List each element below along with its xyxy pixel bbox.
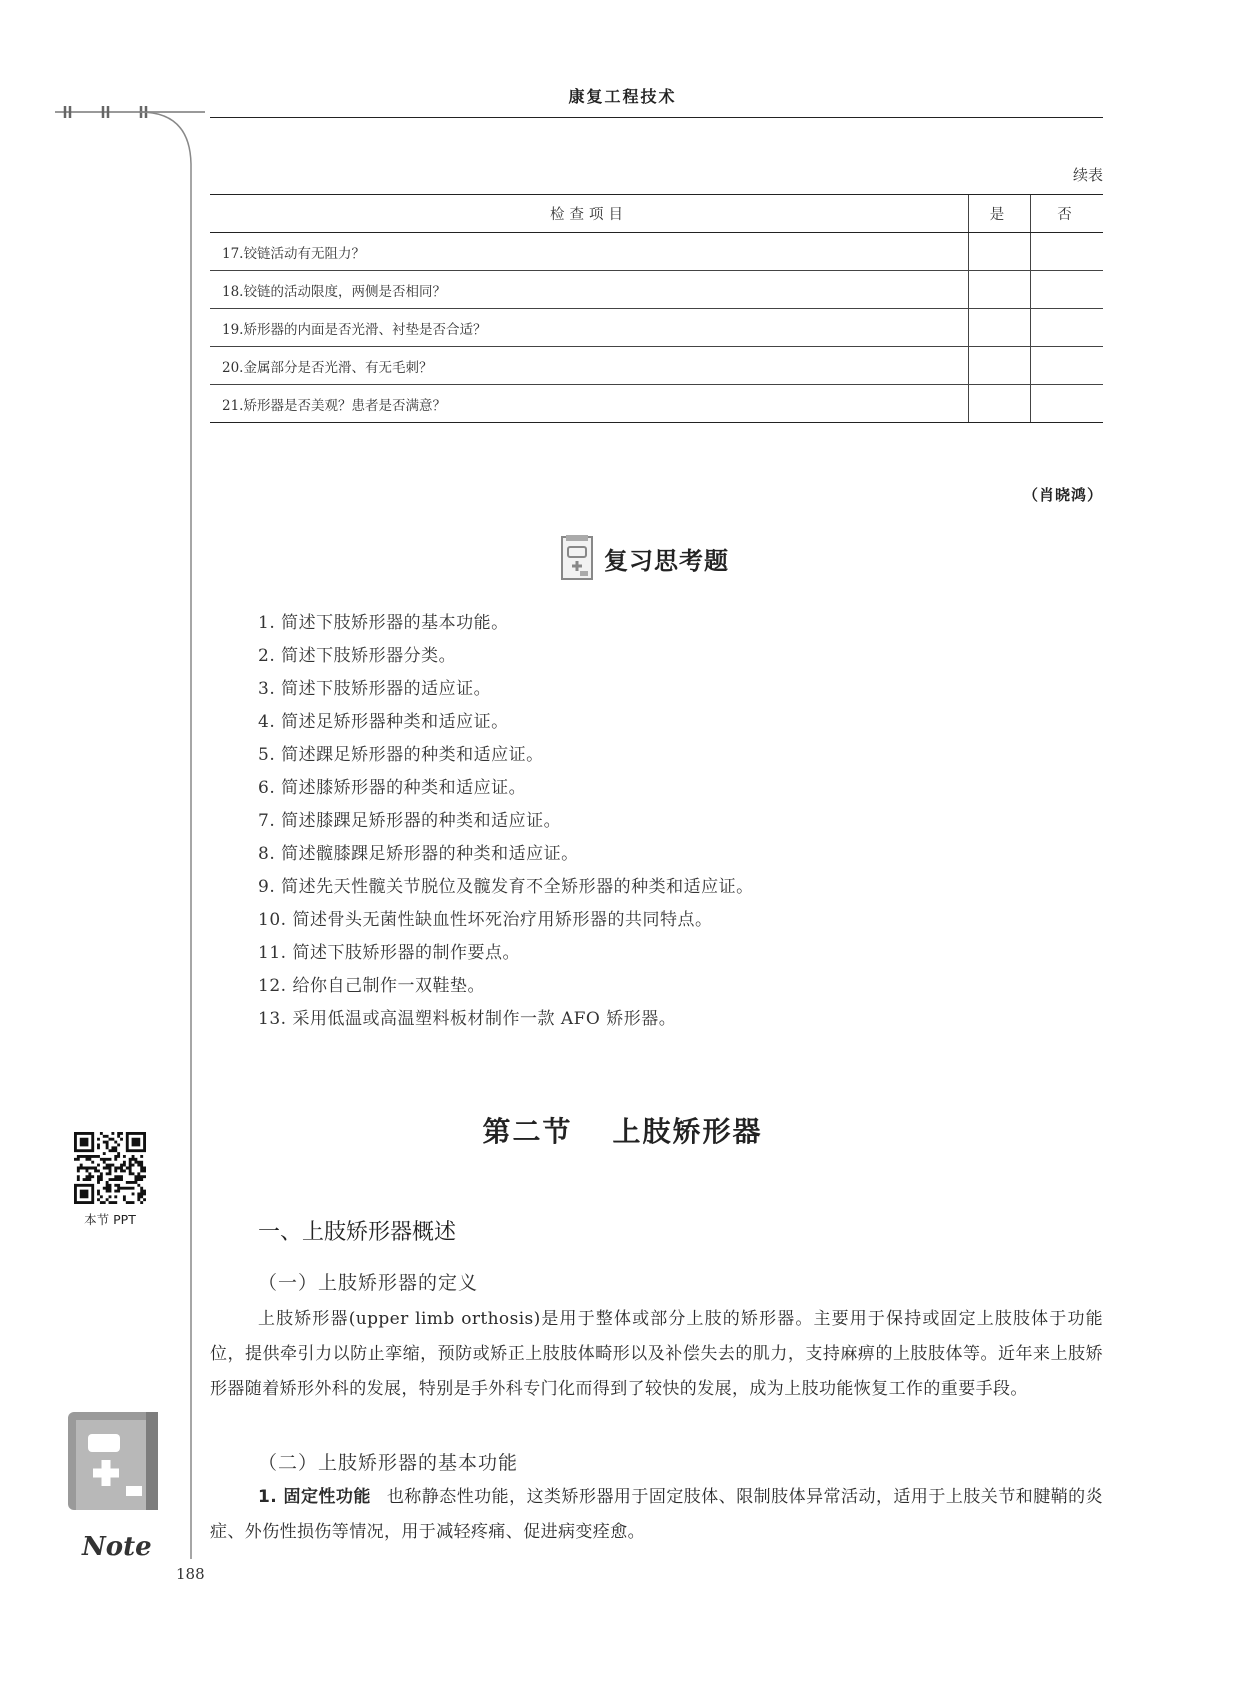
review-question: 2. 简述下肢矫形器分类。 — [258, 646, 457, 666]
review-question: 10. 简述骨头无菌性缺血性坏死治疗用矫形器的共同特点。 — [258, 910, 713, 930]
section-title — [0, 1110, 1245, 1150]
table-row-yes-cell — [969, 233, 1031, 271]
table-row-no-cell — [1031, 309, 1104, 347]
table-continued-label: 续表 — [1072, 166, 1103, 184]
function-text: 也称静态性功能，这类矫形器用于固定肢体、限制肢体异常活动，适用于上肢关节和腱鞘的炎症、外伤性损伤等情况，用于减轻疼痛、促进病变痊愈。 — [210, 1487, 1103, 1542]
table-row-no-cell — [1031, 347, 1104, 385]
section-name: 上肢矫形器 — [612, 1115, 763, 1148]
clipboard-icon — [560, 535, 594, 581]
table-row-item: 19.矫形器的内面是否光滑、衬垫是否合适？ — [210, 309, 969, 347]
qr-label: 本节 PPT — [84, 1212, 136, 1227]
qr-code-icon[interactable] — [74, 1132, 146, 1204]
table-row-item: 17.铰链活动有无阻力？ — [210, 233, 969, 271]
review-question: 11. 简述下肢矫形器的制作要点。 — [258, 943, 520, 963]
review-question: 13. 采用低温或高温塑料板材制作一款 AFO 矫形器。 — [258, 1009, 677, 1029]
subsection-heading: 一、上肢矫形器概述 — [258, 1220, 457, 1245]
review-question: 9. 简述先天性髋关节脱位及髋发育不全矫形器的种类和适应证。 — [258, 877, 754, 897]
table-row-item: 20.金属部分是否光滑、有无毛刺？ — [210, 347, 969, 385]
review-question: 12. 给你自己制作一双鞋垫。 — [258, 976, 485, 996]
note-icon — [66, 1410, 166, 1538]
table-row-yes-cell — [969, 271, 1031, 309]
table-row-no-cell — [1031, 233, 1104, 271]
review-question: 7. 简述膝踝足矫形器的种类和适应证。 — [258, 811, 562, 831]
function-paragraph — [210, 1480, 1103, 1550]
table-row-yes-cell — [969, 309, 1031, 347]
column-header-no: 否 — [1031, 195, 1104, 233]
table-row-yes-cell — [969, 385, 1031, 423]
column-header-item: 检查项目 — [210, 195, 969, 233]
function-lead: 1. 固定性功能 — [258, 1487, 371, 1507]
running-header: 康复工程技术 — [568, 87, 677, 106]
inspection-table — [210, 194, 1103, 423]
author-attribution: （肖晓鸿） — [1022, 486, 1103, 504]
review-question-list — [258, 607, 754, 1036]
table-row-no-cell — [1031, 385, 1104, 423]
review-question: 3. 简述下肢矫形器的适应证。 — [258, 679, 492, 699]
review-question: 5. 简述踝足矫形器的种类和适应证。 — [258, 745, 544, 765]
table-row — [210, 309, 1103, 347]
table-row — [210, 385, 1103, 423]
review-heading — [560, 533, 729, 583]
table-row — [210, 271, 1103, 309]
table-row-no-cell — [1031, 271, 1104, 309]
function-heading: （二）上肢矫形器的基本功能 — [258, 1452, 519, 1474]
header-rule — [210, 117, 1103, 118]
definition-paragraph: 上肢矫形器(upper limb orthosis)是用于整体或部分上肢的矫形器。主要用于保持或固定上肢肢体于功能位，提供牵引力以防止挛缩，预防或矫正上肢肢体畸形以及补偿失去的肌力，支持麻痹的上肢肢体等。近年来上肢矫形器随着矫形外科的发展，特别是手外科专门化而得到了较快的发展，成为上肢功能恢复工作的重要手段。 — [210, 1309, 1103, 1399]
note-label: Note — [82, 1532, 152, 1562]
review-question: 4. 简述足矫形器种类和适应证。 — [258, 712, 509, 732]
section-number: 第二节 — [482, 1115, 573, 1148]
table-row-item: 18.铰链的活动限度，两侧是否相同？ — [210, 271, 969, 309]
definition-heading: （一）上肢矫形器的定义 — [258, 1272, 479, 1294]
table-row — [210, 347, 1103, 385]
table-row — [210, 233, 1103, 271]
page-number: 188 — [176, 1565, 205, 1583]
review-question: 6. 简述膝矫形器的种类和适应证。 — [258, 778, 527, 798]
table-row-item: 21.矫形器是否美观？患者是否满意？ — [210, 385, 969, 423]
review-question: 1. 简述下肢矫形器的基本功能。 — [258, 613, 509, 633]
table-row-yes-cell — [969, 347, 1031, 385]
column-header-yes: 是 — [969, 195, 1031, 233]
margin-line — [0, 104, 220, 1564]
review-title: 复习思考题 — [604, 546, 729, 575]
review-question: 8. 简述髋膝踝足矫形器的种类和适应证。 — [258, 844, 579, 864]
table-header-row — [210, 195, 1103, 233]
